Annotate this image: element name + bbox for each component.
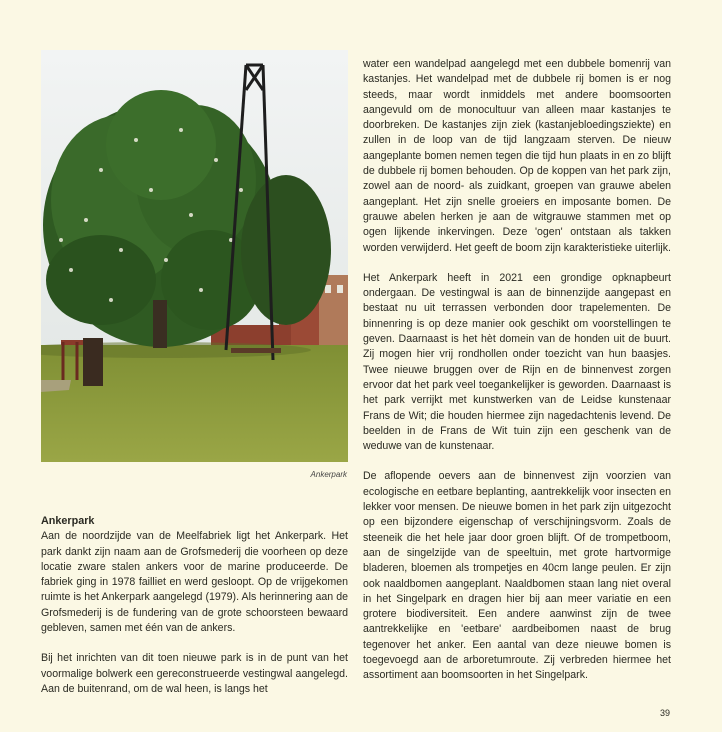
wooden-post <box>83 338 103 386</box>
paragraph: Aan de noordzijde van de Meelfabriek ligt het Ankerpark. Het park dankt zijn naam aan de Grofsmederij die voorheen op deze locatie zware stalen ankers voor de marine produceerde. De fabriek ging in 1978 failliet en werd gesloopt. Op de vrijgekomen ruimte is het Ankerpark aangelegd (1979). Als herinnering aan de Grofsmederij is de fundering van de grote schoorsteen bewaard gebleven, samen met één van de ankers. <box>41 530 348 635</box>
park-photo <box>41 50 348 462</box>
paragraph: De aflopende oevers aan de binnenvest zijn voorzien van ecologische en eetbare beplanting, aantrekkelijk voor insecten en lekker voor mensen. De nieuwe bomen in het park zijn uitgezocht op een bijzondere eigenschap of verschijningsvorm. Zoals de steeneik die het hele jaar door groen blijft. Of de trompetboom, aan de singelzijde van de speeltuin, met grote hartvormige bladeren, bloemen als trompetjes en 40cm lange peulen. Er zijn ook naaldbomen aangeplant. Naaldbomen staan lang niet overal in het Singelpark en dragen hier bij aan meer variatie en een grotere biodiversiteit. Een andere aanwinst zijn de twee aantrekkelijke en 'eetbare' aardbeibomen naast de brug tegenover het anker. Een aantal van deze nieuwe bomen is toegevoegd aan de arboretumroute. Zij verbreden hiermee het assortiment aan boomsoorten in het Singelpark. <box>363 470 671 682</box>
paragraph: Bij het inrichten van dit toen nieuwe park is in de punt van het voormalige bolwerk een gereconstrueerde vestingwal aangelegd. Aan de buitenrand, om de wal heen, is langs het <box>41 652 348 695</box>
section-heading: Ankerpark <box>41 515 95 527</box>
left-column <box>41 514 348 697</box>
ankerpark-illustration <box>41 50 348 462</box>
photo-caption: Ankerpark <box>310 470 347 479</box>
paragraph: Het Ankerpark heeft in 2021 een grondige opknapbeurt ondergaan. De vestingwal is aan de binnenzijde aangepast en bestaat nu uit terrassen verbonden door trapelementen. De binnenring is op deze manier ook geschikt om voorstellingen te geven. Daarnaast is het hèt domein van de honden uit de buurt. Zij mogen hier vrij rondhollen onder toezicht van hun baasjes. Twee nieuwe bruggen over de Rijn en de binnenvest zorgen ervoor dat het park veel toegankelijker is geworden. Daarnaast is het park verrijkt met kunstwerken van de Leidse kunstenaar Frans de Wit; die houden hiermee zijn nagedachtenis levend. De beelden in de Frans de Wit tuin zijn een geschenk van de weduwe van de kunstenaar. <box>363 271 671 453</box>
paragraph: water een wandelpad aangelegd met een dubbele bomenrij van kastanjes. Het wandelpad met de dubbele rij bomen is er nog steeds, maar wordt inmiddels met andere boomsoorten aangevuld om de monocultuur van alleen maar kastanjes te doorbreken. De kastanjes zijn ziek (kastanjebloedingsziekte) en zullen in de loop van de tijd langzaam sterven. De nieuw aangeplante bomen nemen tegen die tijd hun plaats in en zo blijft de dubbele rij bomen behouden. Op de koppen van het park zijn, zowel aan de noord- als zuidkant, groepen van grauwe abelen aangeplant. Het zijn snelle groeiers en imposante bomen. De grauwe abelen herken je aan de witgrauwe stammen met op ogen lijkende inkervingen. Deze 'ogen' ontstaan als takken worden verwijderd. Het geeft de boom zijn karakteristieke uiterlijk. <box>363 58 671 254</box>
right-column <box>363 57 671 684</box>
page-number: 39 <box>659 708 670 718</box>
